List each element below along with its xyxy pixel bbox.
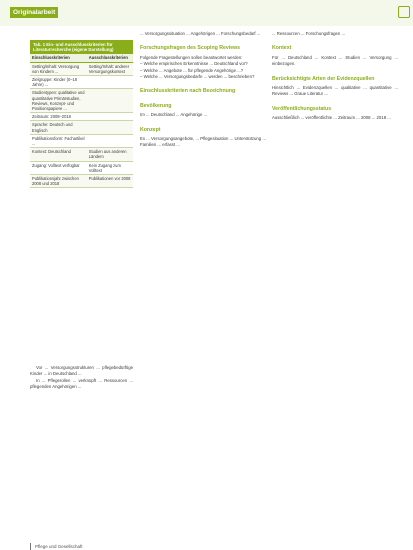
table-title: Tab. 1 Ein- und Ausschlusskriterien für Literaturrecherche (eigene Darstellung) — [30, 40, 133, 54]
table-body — [30, 63, 133, 189]
table-header — [30, 54, 133, 62]
paragraph: Vor ... Versorgungsstrukturen ... pflegebedürftige Kinder ... in Deutschland ... — [30, 365, 133, 377]
paragraph: In ... Pflegerollen ... verknüpft ... Ressourcen ... pflegenden Angehörigen ... — [30, 377, 133, 390]
paragraph: Es ... Versorgungsangebote, ... Pflegesituation ... Unterstützung ... Familien ... erfasst ... — [140, 136, 266, 148]
cell-exclusion: Kein Zugang zum Volltext — [88, 162, 121, 173]
cell-inclusion: Sprache: Deutsch und Englisch — [32, 122, 73, 133]
cell-inclusion: Studientypen: qualitative und quantitative Primärstudien, Reviews, Konzept- und Positionspapiere ... — [32, 90, 85, 112]
list-item: – Welche ... Versorgungsbedarfe ... werden ... beschrieben? — [140, 73, 255, 79]
table-row — [30, 148, 133, 161]
header-band — [0, 0, 413, 26]
paragraph: Für ... Deutschland ... Kontext ... Studien ... Versorgung ... einbezogen. — [272, 54, 398, 67]
cell-exclusion — [87, 135, 133, 147]
table-row — [30, 121, 133, 134]
heading-criteria: Einschlusskriterien nach Bezeichnung — [140, 88, 236, 95]
list-item: – Welche empirischen Erkenntnisse ... Deutschland vor? — [140, 61, 248, 67]
table-row — [30, 113, 133, 121]
section-tag: Originalarbeit — [10, 7, 58, 18]
table-row — [30, 89, 133, 113]
column-1-text — [30, 365, 133, 390]
cell-inclusion: Publikationsjahr zwischen 2008 und 2018 — [32, 176, 79, 187]
paragraph: Ausschließlich ... veröffentlichte ... Zeitraum ... 2008 ... 2018 ... — [272, 115, 391, 121]
cell-exclusion — [87, 76, 133, 88]
col-exclusion-header: Ausschlusskriterien — [88, 55, 128, 61]
heading-concept: Konzept — [140, 126, 161, 133]
heading-evidence: Berücksichtigte Arten der Evidenzquellen — [272, 75, 375, 82]
cell-inclusion: Publikationsform: Fachartikel ... — [32, 135, 85, 147]
cell-inclusion: Setting/Inhalt: Versorgung von Kindern ... — [32, 63, 80, 74]
heading-context: Kontext — [272, 45, 292, 52]
table-row — [30, 76, 133, 89]
cell-exclusion — [87, 113, 133, 120]
criteria-table — [30, 40, 133, 188]
corner-mark — [398, 6, 410, 18]
question-text: Welche ... Angebote ... für pflegende Angehörige ...? — [143, 67, 244, 73]
table-row — [30, 175, 133, 188]
paragraph: Im ... Deutschland ... Angehörige ... — [140, 112, 208, 118]
column-2 — [140, 31, 266, 149]
paragraph: ... Ressourcen ... Forschungsfragen ... — [272, 31, 346, 36]
cell-exclusion: Studien aus anderen Ländern — [88, 149, 127, 160]
heading-research-questions: Forschungsfragen des Scoping Reviews — [140, 45, 241, 52]
paragraph: ... Versorgungssituation ... Angehörigen ... Forschungsbedarf ... — [140, 31, 261, 36]
cell-inclusion: Kontext: Deutschland — [32, 149, 71, 155]
column-3 — [272, 31, 398, 122]
heading-population: Bevölkerung — [140, 102, 172, 109]
table-row — [30, 63, 133, 76]
footer-divider — [30, 543, 31, 550]
question-text: Welche empirischen Erkenntnisse ... Deutschland vor? — [143, 61, 248, 67]
heading-publication-status: Veröffentlichungsstatus — [272, 105, 332, 112]
cell-exclusion: Setting/Inhalt: anderer Versorgungskontext — [88, 63, 130, 74]
paragraph: Hinsichtlich ... Evidenzquellen ... qualitative ... quantitative ... Reviews ... Graue Literatur ... — [272, 85, 398, 97]
cell-exclusion — [87, 89, 133, 112]
cell-exclusion — [87, 121, 133, 133]
cell-inclusion: Zeitraum: 2008–2018 — [32, 114, 71, 120]
col-inclusion-header: Einschlusskriterien — [32, 55, 70, 61]
cell-exclusion: Publikationen vor 2008 — [88, 176, 131, 182]
table-row — [30, 135, 133, 148]
cell-inclusion: Zugang: Volltext verfügbar — [32, 162, 80, 168]
journal-title: Pflege und Gesellschaft — [35, 544, 83, 549]
cell-inclusion: Zielgruppe: Kinder (0–18 Jahre) ... — [32, 77, 78, 88]
paragraph: Folgende Fragestellungen sollen beantwortet werden: — [140, 54, 243, 60]
table-row — [30, 162, 133, 175]
question-text: Welche ... Versorgungsbedarfe ... werden ... beschrieben? — [143, 73, 255, 79]
list-item: – Welche ... Angebote ... für pflegende Angehörige ...? — [140, 67, 244, 73]
